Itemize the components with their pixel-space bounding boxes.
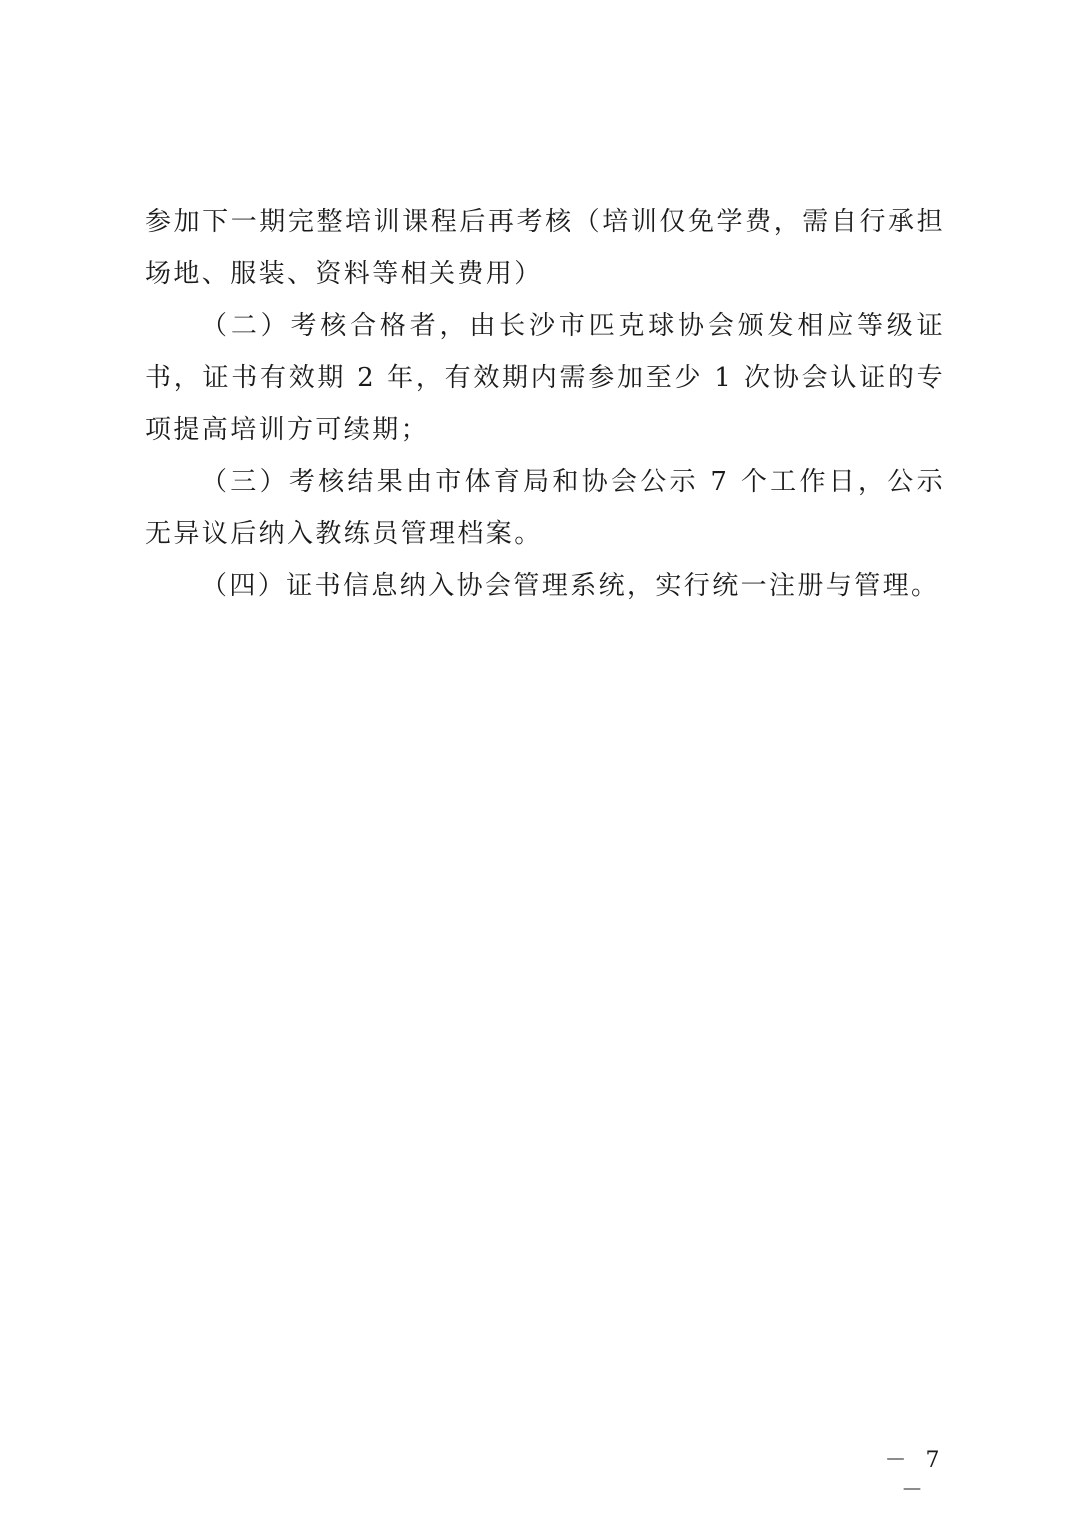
page-number: － 7 － bbox=[884, 1448, 946, 1503]
paragraph-item-2: （二）考核合格者，由长沙市匹克球协会颁发相应等级证书，证书有效期 2 年，有效期内需参加至少 1 次协会认证的专项提高培训方可续期； bbox=[145, 311, 945, 445]
paragraph-continuation: 参加下一期完整培训课程后再考核（培训仅免学费，需自行承担场地、服装、资料等相关费用） bbox=[145, 207, 945, 289]
document-body bbox=[145, 196, 945, 612]
paragraph-item-3: （三）考核结果由市体育局和协会公示 7 个工作日，公示无异议后纳入教练员管理档案。 bbox=[145, 467, 945, 549]
paragraph-item-4: （四）证书信息纳入协会管理系统，实行统一注册与管理。 bbox=[201, 571, 940, 601]
